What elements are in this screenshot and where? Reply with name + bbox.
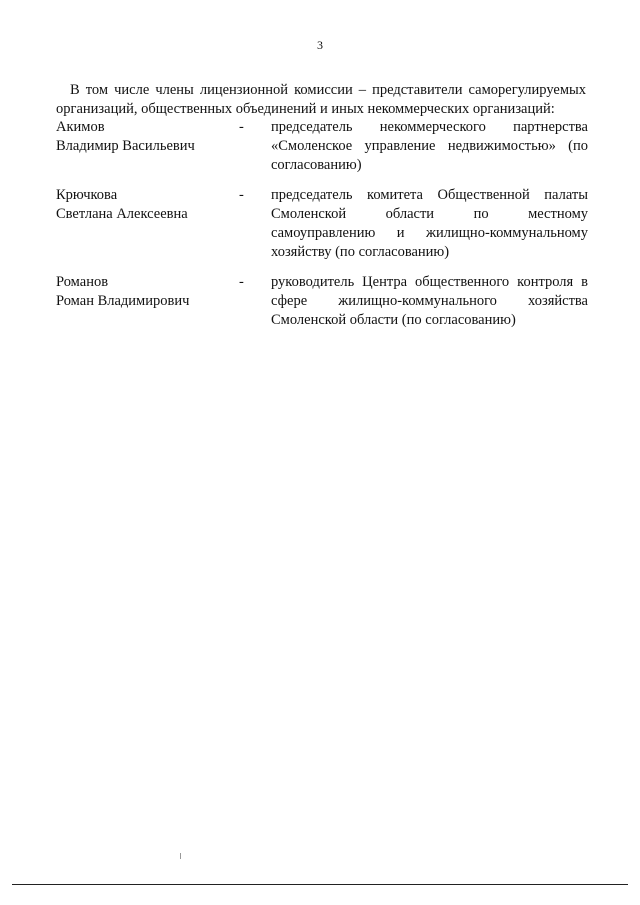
member-row bbox=[56, 186, 588, 262]
member-given-names: Светлана Алексеевна bbox=[56, 206, 188, 222]
member-dash: - bbox=[239, 119, 244, 135]
member-name bbox=[56, 118, 236, 156]
scan-mark bbox=[180, 853, 181, 859]
member-name bbox=[56, 186, 236, 224]
page-number: 3 bbox=[317, 38, 323, 52]
footer-divider bbox=[12, 884, 628, 885]
member-dash: - bbox=[239, 187, 244, 203]
member-role: руководитель Центра общественного контроля в сфере жилищно-коммунального хозяйства Смоленской области (по согласованию) bbox=[271, 274, 588, 328]
member-surname: Крючкова bbox=[56, 187, 118, 203]
member-row bbox=[56, 273, 588, 330]
member-given-names: Роман Владимирович bbox=[56, 293, 190, 309]
member-given-names: Владимир Васильевич bbox=[56, 138, 195, 154]
member-list bbox=[56, 118, 588, 341]
member-role: председатель некоммерческого партнерства «Смоленское управление недвижимостью» (по согласованию) bbox=[271, 119, 588, 173]
member-row bbox=[56, 118, 588, 175]
member-surname: Романов bbox=[56, 274, 109, 290]
member-role: председатель комитета Общественной палаты Смоленской области по местному самоуправлению и жилищно-коммунальному хозяйству (по согласованию) bbox=[271, 187, 588, 260]
member-dash: - bbox=[239, 274, 244, 290]
intro-paragraph: В том числе члены лицензионной комиссии – представители саморегулируемых организаций, общественных объединений и иных некоммерческих организаций: bbox=[56, 81, 586, 117]
member-surname: Акимов bbox=[56, 119, 105, 135]
member-name bbox=[56, 273, 236, 311]
